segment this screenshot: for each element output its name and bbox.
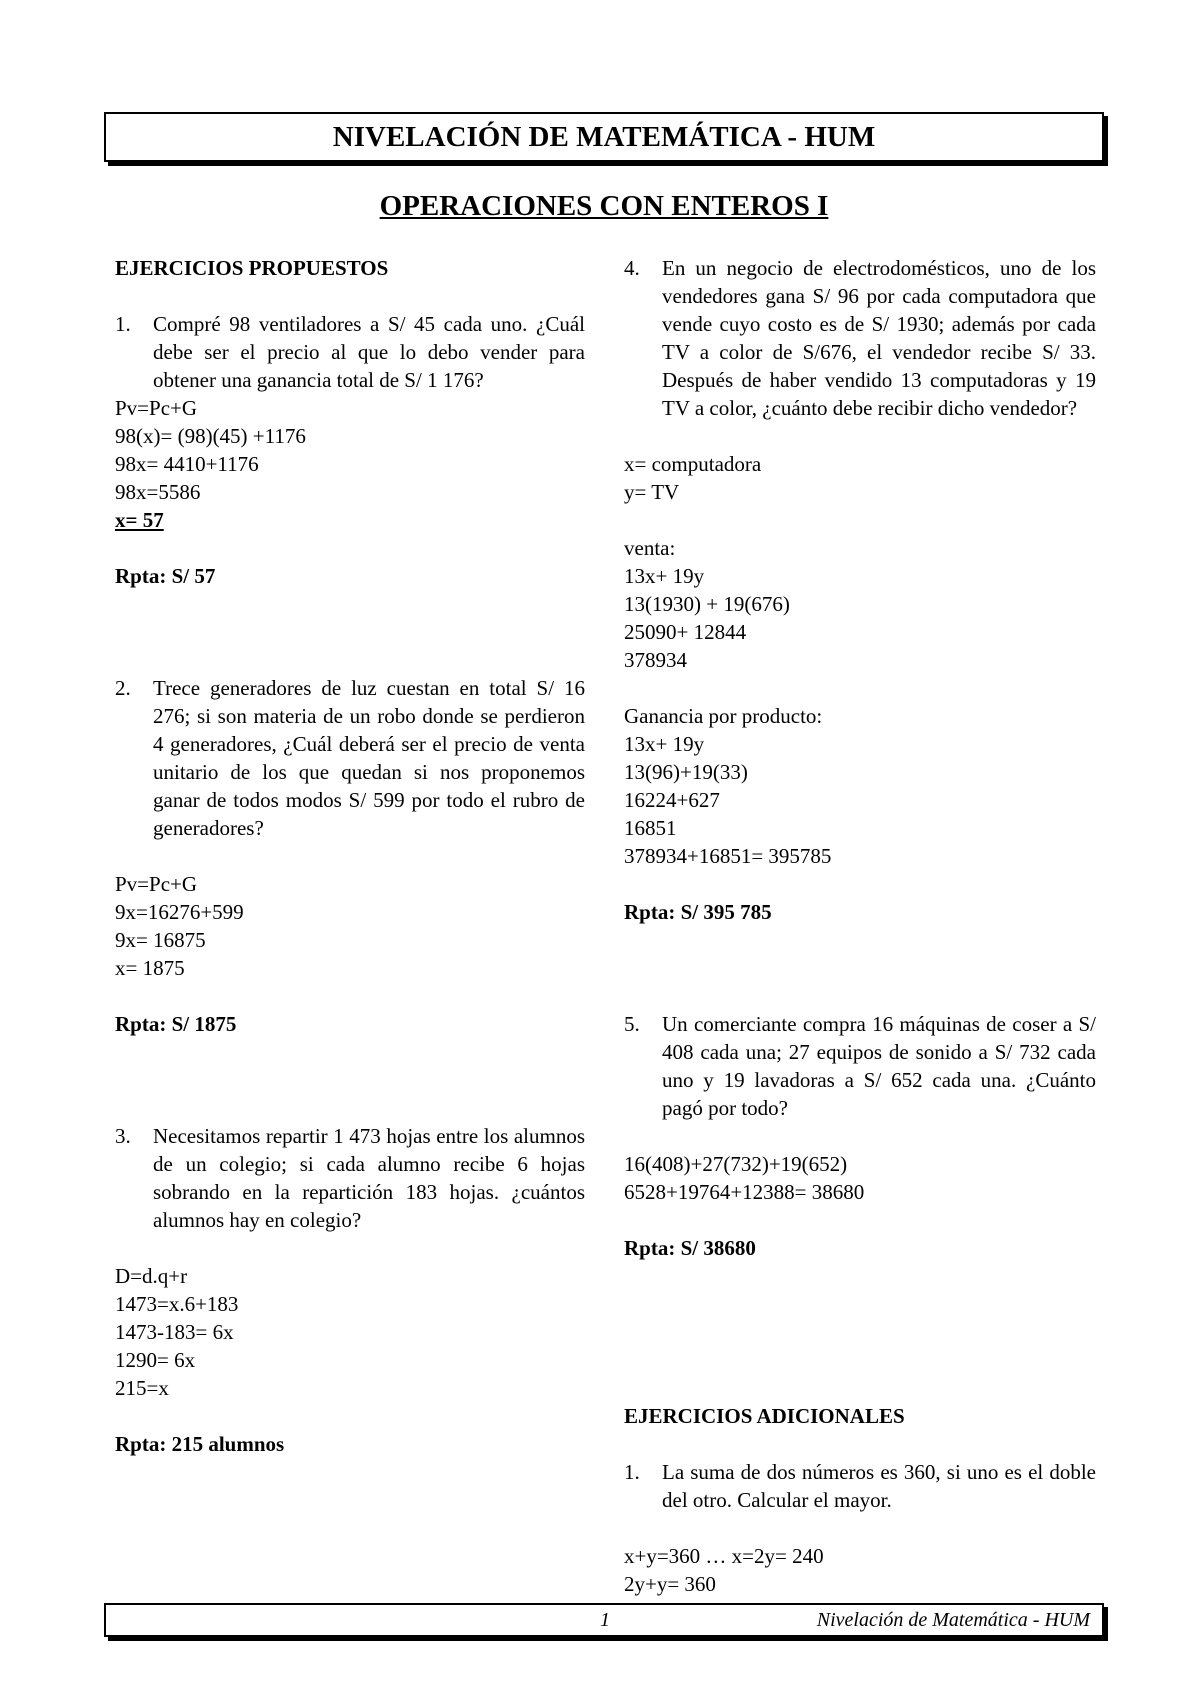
problem-statement: Trece generadores de luz cuestan en total S/ 16 276; si son materia de un robo donde se perdieron 4 generadores, ¿Cuál deberá ser el precio de venta unitario de los que quedan si nos proponemos ganar de todos modos S/ 599 por todo el rubro de generadores?: [153, 676, 585, 840]
solution-step: Ganancia por producto:: [624, 704, 823, 728]
solution-step: x= 1875: [115, 956, 185, 980]
answer: Rpta: S/ 57: [115, 564, 216, 588]
answer: Rpta: S/ 395 785: [624, 900, 772, 924]
solution-step: 13(1930) + 19(676): [624, 592, 790, 616]
solution-step: 9x=16276+599: [115, 900, 244, 924]
solution-step: 25090+ 12844: [624, 620, 747, 644]
answer: Rpta: 215 alumnos: [115, 1432, 285, 1456]
left-column: [115, 254, 585, 1458]
problem-3: [115, 1122, 585, 1234]
page-number: 1: [600, 1609, 610, 1631]
solution-step: 1473-183= 6x: [115, 1320, 234, 1344]
answer: Rpta: S/ 1875: [115, 1012, 237, 1036]
solution-step: 98(x)= (98)(45) +1176: [115, 424, 306, 448]
problem-5: [624, 1010, 1096, 1122]
solution-step: Pv=Pc+G: [115, 396, 198, 420]
solution-step: 16(408)+27(732)+19(652): [624, 1152, 848, 1176]
problem-statement: En un negocio de electrodomésticos, uno de los vendedores gana S/ 96 por cada computadora que vende cuyo costo es de S/ 1930; además por cada TV a color de S/676, el vendedor recibe S/ 33. Después de haber vendido 13 computadoras y 19 TV a color, ¿cuánto debe recibir dicho vendedor?: [662, 256, 1096, 420]
header-title-box: [104, 112, 1104, 162]
problem-number: 1.: [115, 312, 131, 336]
problem-number: 5.: [624, 1012, 640, 1036]
solution-step: 378934: [624, 648, 687, 672]
solution-step: 98x= 4410+1176: [115, 452, 259, 476]
solution-step: x+y=360 … x=2y= 240: [624, 1544, 824, 1568]
problem-4: [624, 254, 1096, 422]
footer-title: Nivelación de Matemática - HUM: [816, 1609, 1090, 1631]
problem-1: [115, 310, 585, 394]
solution-step: 13x+ 19y: [624, 732, 705, 756]
page-footer: [104, 1603, 1104, 1637]
solution-step: 2y+y= 360: [624, 1572, 716, 1596]
additional-problem-1: [624, 1458, 1096, 1514]
answer: Rpta: S/ 38680: [624, 1236, 756, 1260]
solution-step: Pv=Pc+G: [115, 872, 198, 896]
solution-step: 9x= 16875: [115, 928, 206, 952]
problem-number: 1.: [624, 1460, 640, 1484]
variable-definition: y= TV: [624, 480, 680, 504]
solution-result: x= 57: [115, 508, 164, 532]
solution-step: 6528+19764+12388= 38680: [624, 1180, 865, 1204]
solution-step: 16224+627: [624, 788, 720, 812]
problem-statement: Compré 98 ventiladores a S/ 45 cada uno. ¿Cuál debe ser el precio al que lo debo vender para obtener una ganancia total de S/ 1 176?: [153, 312, 585, 392]
solution-step: 13(96)+19(33): [624, 760, 748, 784]
problem-number: 4.: [624, 256, 640, 280]
problem-statement: Necesitamos repartir 1 473 hojas entre los alumnos de un colegio; si cada alumno recibe 6 hojas sobrando en la repartición 183 hojas. ¿cuántos alumnos hay en colegio?: [153, 1124, 585, 1232]
solution-step: 16851: [624, 816, 677, 840]
solution-step: 378934+16851= 395785: [624, 844, 832, 868]
problem-statement: Un comerciante compra 16 máquinas de coser a S/ 408 cada una; 27 equipos de sonido a S/ 732 cada uno y 19 lavadoras a S/ 652 cada una. ¿Cuánto pagó por todo?: [662, 1012, 1096, 1120]
document-title: NIVELACIÓN DE MATEMÁTICA - HUM: [332, 120, 876, 153]
right-column: [624, 254, 1096, 1598]
problem-statement: La suma de dos números es 360, si uno es el doble del otro. Calcular el mayor.: [662, 1460, 1096, 1512]
solution-step: 13x+ 19y: [624, 564, 705, 588]
solution-step: 1290= 6x: [115, 1348, 196, 1372]
solution-step: D=d.q+r: [115, 1264, 188, 1288]
document-subtitle: OPERACIONES CON ENTEROS I: [379, 190, 829, 222]
solution-step: 1473=x.6+183: [115, 1292, 239, 1316]
section-heading-adicionales: EJERCICIOS ADICIONALES: [624, 1404, 905, 1428]
problem-number: 3.: [115, 1124, 131, 1148]
solution-step: 98x=5586: [115, 480, 201, 504]
section-heading-propuestos: EJERCICIOS PROPUESTOS: [115, 256, 389, 280]
problem-number: 2.: [115, 676, 131, 700]
solution-step: venta:: [624, 536, 676, 560]
variable-definition: x= computadora: [624, 452, 762, 476]
solution-step: 215=x: [115, 1376, 169, 1400]
problem-2: [115, 674, 585, 842]
